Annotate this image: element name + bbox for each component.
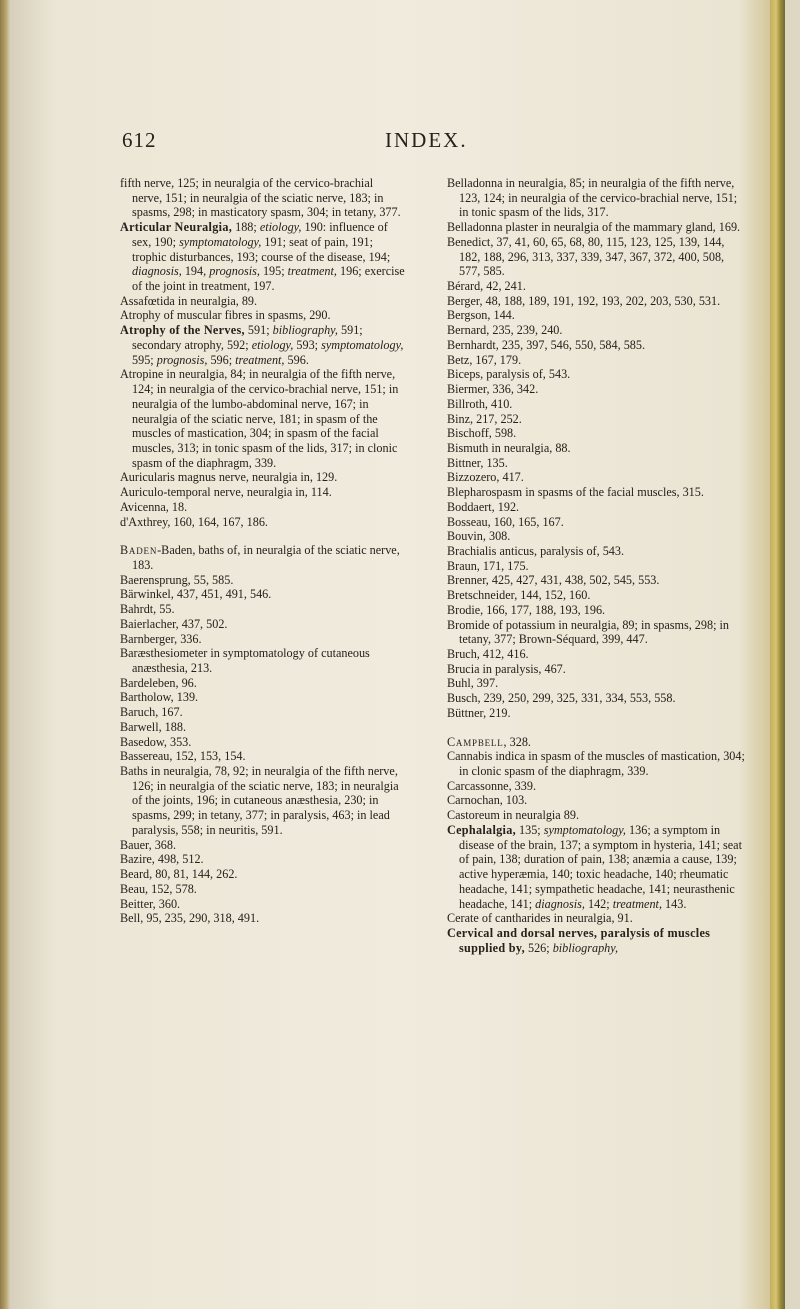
entry-text: 136; a symptom in disease of the brain, 137; a symptom in hysteria, 141; seat of pain, 138; duration of pain, 138; anæmia a cause, 139; active hyperæmia, 140; toxic headache, 140; rheumatic headache, 141; sympathetic headache, 141; neurasthenic headache, 141; xyxy=(459,822,742,911)
entry-text: Beau, 152, 578. xyxy=(120,881,197,896)
entry-text: 188; xyxy=(232,220,260,235)
index-entry xyxy=(120,543,405,572)
entry-subheading: treatment, xyxy=(287,264,337,279)
left-column xyxy=(120,176,405,926)
index-entry xyxy=(447,308,747,323)
index-page xyxy=(10,0,785,1309)
index-entry xyxy=(447,426,747,441)
entry-text: Biceps, paralysis of, 543. xyxy=(447,367,571,382)
entry-heading: Atrophy of the Nerves, xyxy=(120,323,245,338)
entry-text: Auricularis magnus nerve, neuralgia in, 129. xyxy=(120,470,338,485)
index-entry xyxy=(447,691,747,706)
index-entry xyxy=(120,176,405,220)
entry-subheading: symptomatology, xyxy=(179,234,262,249)
entry-text: Beard, 80, 81, 144, 262. xyxy=(120,867,238,882)
entry-text: Carcassonne, 339. xyxy=(447,778,537,793)
entry-text: Belladonna plaster in neuralgia of the mammary gland, 169. xyxy=(447,220,741,235)
entry-text: Cerate of cantharides in neuralgia, 91. xyxy=(447,911,633,926)
entry-text: 142; xyxy=(584,896,613,911)
index-entry xyxy=(447,397,747,412)
index-entry xyxy=(447,779,747,794)
index-entry xyxy=(447,823,747,911)
entry-text: 591; xyxy=(244,323,273,338)
entry-text: Brodie, 166, 177, 188, 193, 196. xyxy=(447,602,606,617)
index-entry xyxy=(447,338,747,353)
index-entry xyxy=(120,573,405,588)
index-entry xyxy=(120,515,405,530)
entry-subheading: symptomatology, xyxy=(543,822,626,837)
index-entry xyxy=(120,690,405,705)
index-entry xyxy=(120,323,405,367)
index-entry xyxy=(447,323,747,338)
section-gap xyxy=(120,529,405,543)
index-entry xyxy=(120,646,405,675)
entry-subheading: etiology, xyxy=(259,220,302,235)
entry-text: Basedow, 353. xyxy=(120,734,192,749)
entry-text: Baths in neuralgia, 78, 92; in neuralgia of the fifth nerve, 126; in neuralgia of the sciatic nerve, 183; in neuralgia of the joints, 196; in cutaneous anæsthesia, 230; in spasms, 299; in tetany, 377; in paralysis, 463; in lead paralysis, 558; in neuritis, 591. xyxy=(120,764,399,837)
index-entry xyxy=(120,676,405,691)
entry-text: Beitter, 360. xyxy=(120,896,181,911)
index-entry xyxy=(447,353,747,368)
index-entry xyxy=(447,588,747,603)
entry-text: Brachialis anticus, paralysis of, 543. xyxy=(447,543,625,558)
index-entry xyxy=(447,485,747,500)
index-entry xyxy=(447,926,747,955)
entry-subheading: prognosis, xyxy=(156,352,208,367)
entry-text: Biermer, 336, 342. xyxy=(447,382,539,397)
index-entry xyxy=(120,602,405,617)
index-entry xyxy=(120,632,405,647)
entry-text: Brenner, 425, 427, 431, 438, 502, 545, 553. xyxy=(447,573,660,588)
index-entry xyxy=(120,867,405,882)
index-entry xyxy=(120,617,405,632)
index-entry xyxy=(120,500,405,515)
entry-heading: Articular Neuralgia, xyxy=(120,220,233,235)
page-number: 612 xyxy=(122,128,157,152)
section-gap xyxy=(447,721,747,735)
entry-subheading: treatment, xyxy=(235,352,285,367)
entry-text: 526; xyxy=(524,940,553,955)
entry-subheading: diagnosis, xyxy=(535,896,585,911)
entry-text: Baræsthesiometer in symptomatology of cutaneous anæsthesia, 213. xyxy=(120,646,370,675)
index-entry xyxy=(447,662,747,677)
entry-text: 593; xyxy=(293,337,322,352)
entry-heading: Cervical and dorsal nerves, paralysis of muscles supplied by, xyxy=(447,925,711,955)
entry-text: Benedict, 37, 41, 60, 65, 68, 80, 115, 123, 125, 139, 144, 182, 188, 296, 313, 337, 339, 347, 367, 372, 400, 508, 577, 585. xyxy=(447,234,725,279)
index-entry xyxy=(447,279,747,294)
entry-text: 195; xyxy=(259,264,288,279)
entry-text: Bérard, 42, 241. xyxy=(447,279,526,294)
page-title: INDEX. xyxy=(385,128,468,152)
entry-text: Bizzozero, 417. xyxy=(447,470,524,485)
index-entry xyxy=(120,308,405,323)
entry-text: Bouvin, 308. xyxy=(447,529,511,544)
index-entry xyxy=(120,220,405,294)
entry-text: Bernard, 235, 239, 240. xyxy=(447,323,563,338)
index-entry xyxy=(447,176,747,220)
entry-text: Bromide of potassium in neuralgia, 89; in spasms, 298; in tetany, 377; Brown-Séquard, 399, 447. xyxy=(447,617,729,647)
entry-text: 143. xyxy=(662,896,687,911)
entry-text: Bretschneider, 144, 152, 160. xyxy=(447,588,591,603)
entry-text: fifth nerve, 125; in neuralgia of the cervico-brachial nerve, 151; in neuralgia of the sciatic nerve, 183; in spasms, 298; in masticatory spasm, 304; in tetany, 377. xyxy=(120,176,401,220)
entry-text: 596. xyxy=(284,352,309,367)
entry-text: 191; seat of pain, 191; trophic disturbances, 193; course of the disease, 194; xyxy=(132,234,391,264)
entry-text: Busch, 239, 250, 299, 325, 331, 334, 553, 558. xyxy=(447,691,676,706)
index-entry xyxy=(447,500,747,515)
entry-text: -Baden, baths of, in neuralgia of the sciatic nerve, 183. xyxy=(132,543,400,572)
entry-heading: Baden xyxy=(120,543,158,558)
entry-text: Baruch, 167. xyxy=(120,705,183,720)
index-entry xyxy=(120,294,405,309)
entry-text: Bittner, 135. xyxy=(447,455,508,470)
entry-text: Baierlacher, 437, 502. xyxy=(120,616,228,631)
book-spine xyxy=(0,0,10,1309)
index-entry xyxy=(447,808,747,823)
entry-text: Bardeleben, 96. xyxy=(120,675,197,690)
entry-subheading: treatment, xyxy=(612,896,662,911)
index-entry xyxy=(120,720,405,735)
entry-text: Barnberger, 336. xyxy=(120,631,202,646)
index-entry xyxy=(120,705,405,720)
entry-text: Braun, 171, 175. xyxy=(447,558,529,573)
index-entry xyxy=(447,412,747,427)
entry-text: Avicenna, 18. xyxy=(120,499,188,514)
index-entry xyxy=(447,573,747,588)
entry-text: Bismuth in neuralgia, 88. xyxy=(447,440,571,455)
entry-text: Bazire, 498, 512. xyxy=(120,852,204,867)
entry-text: Carnochan, 103. xyxy=(447,793,528,808)
index-entry xyxy=(447,544,747,559)
index-entry xyxy=(120,852,405,867)
entry-text: Boddaert, 192. xyxy=(447,499,520,514)
entry-text: Atrophy of muscular fibres in spasms, 290. xyxy=(120,308,331,323)
entry-text: Auriculo-temporal nerve, neuralgia in, 114. xyxy=(120,485,332,500)
index-entry xyxy=(447,618,747,647)
index-entry xyxy=(120,749,405,764)
page-edge xyxy=(770,0,785,1309)
index-entry xyxy=(447,706,747,721)
entry-text: Bischoff, 598. xyxy=(447,426,517,441)
index-entry xyxy=(120,838,405,853)
index-entry xyxy=(120,367,405,470)
entry-text: Bergson, 144. xyxy=(447,308,515,323)
index-entry xyxy=(120,735,405,750)
index-entry xyxy=(447,515,747,530)
index-entry xyxy=(447,456,747,471)
entry-text: Bosseau, 160, 165, 167. xyxy=(447,514,564,529)
entry-text: Castoreum in neuralgia 89. xyxy=(447,808,579,823)
entry-text: 591; secondary atrophy, 592; xyxy=(132,323,363,352)
entry-text: Betz, 167, 179. xyxy=(447,352,522,367)
index-entry xyxy=(447,470,747,485)
index-entry xyxy=(447,603,747,618)
entry-text: Bahrdt, 55. xyxy=(120,602,175,617)
entry-subheading: bibliography, xyxy=(272,323,338,338)
entry-text: Binz, 217, 252. xyxy=(447,411,522,426)
entry-text: Blepharospasm in spasms of the facial muscles, 315. xyxy=(447,485,704,500)
index-entry xyxy=(447,676,747,691)
right-column xyxy=(447,176,747,955)
index-entry xyxy=(447,735,747,750)
entry-heading: Cephalalgia, xyxy=(447,822,516,837)
index-entry xyxy=(120,470,405,485)
index-entry xyxy=(120,911,405,926)
index-entry xyxy=(120,587,405,602)
index-entry xyxy=(447,647,747,662)
entry-text: Bruch, 412, 416. xyxy=(447,647,529,661)
entry-text: 196; exercise of the joint in treatment, 197. xyxy=(132,264,405,294)
entry-text: Bernhardt, 235, 397, 546, 550, 584, 585. xyxy=(447,337,646,352)
entry-text: Baerensprung, 55, 585. xyxy=(120,572,234,587)
entry-text: Bauer, 368. xyxy=(120,837,177,852)
entry-text: Barwell, 188. xyxy=(120,719,187,734)
index-entry xyxy=(120,882,405,897)
entry-text: Bell, 95, 235, 290, 318, 491. xyxy=(120,911,260,926)
entry-text: 135; xyxy=(515,822,544,837)
entry-subheading: symptomatology, xyxy=(321,337,404,352)
index-entry xyxy=(447,441,747,456)
page-header xyxy=(10,128,785,158)
index-entry xyxy=(120,764,405,838)
entry-text: Cannabis indica in spasm of the muscles of mastication, 304; in clonic spasm of the diaphragm, 339. xyxy=(447,749,745,779)
index-entry xyxy=(447,382,747,397)
index-entry xyxy=(120,485,405,500)
entry-text: 190: influence of sex, 190; xyxy=(132,220,388,249)
index-entry xyxy=(120,897,405,912)
entry-text: Brucia in paralysis, 467. xyxy=(447,661,566,676)
entry-heading: Campbell xyxy=(447,734,504,749)
index-entry xyxy=(447,367,747,382)
entry-text: d'Axthrey, 160, 164, 167, 186. xyxy=(120,514,268,529)
entry-text: , 328. xyxy=(503,734,531,749)
entry-text: Bartholow, 139. xyxy=(120,690,199,705)
entry-text: 596; xyxy=(207,352,236,367)
index-entry xyxy=(447,559,747,574)
index-entry xyxy=(447,529,747,544)
entry-subheading: prognosis, xyxy=(209,264,260,279)
entry-text: Berger, 48, 188, 189, 191, 192, 193, 202, 203, 530, 531. xyxy=(447,293,721,308)
entry-text: Billroth, 410. xyxy=(447,396,513,411)
entry-subheading: etiology, xyxy=(251,337,294,352)
index-entry xyxy=(447,294,747,309)
entry-text: Buhl, 397. xyxy=(447,676,499,691)
entry-text: Atropine in neuralgia, 84; in neuralgia of the fifth nerve, 124; in neuralgia of the cervico-brachial nerve, 151; in neuralgia of the lumbo-abdominal nerve, 167; in neuralgia of the sciatic nerve, 181; in spasm of the muscles of mastication, 304; in spasm of the facial muscles, 313; in tonic spasm of the lids, 317; in clonic spasm of the diaphragm, 339. xyxy=(120,367,399,470)
entry-subheading: diagnosis, xyxy=(132,264,182,279)
entry-text: 194, xyxy=(181,264,210,279)
entry-text: Büttner, 219. xyxy=(447,705,511,720)
entry-text: Bärwinkel, 437, 451, 491, 546. xyxy=(120,587,272,602)
index-entry xyxy=(447,235,747,279)
index-entry xyxy=(447,911,747,926)
entry-text: Assafœtida in neuralgia, 89. xyxy=(120,293,258,308)
index-entry xyxy=(447,220,747,235)
entry-text: Bassereau, 152, 153, 154. xyxy=(120,749,246,764)
entry-text: Belladonna in neuralgia, 85; in neuralgia of the fifth nerve, 123, 124; in neuralgia of the cervico-brachial nerve, 151; in tonic spasm of the lids, 317. xyxy=(447,176,738,220)
index-entry xyxy=(447,749,747,778)
index-entry xyxy=(447,793,747,808)
entry-text: 595; xyxy=(132,352,157,367)
entry-subheading: bibliography, xyxy=(552,940,619,955)
